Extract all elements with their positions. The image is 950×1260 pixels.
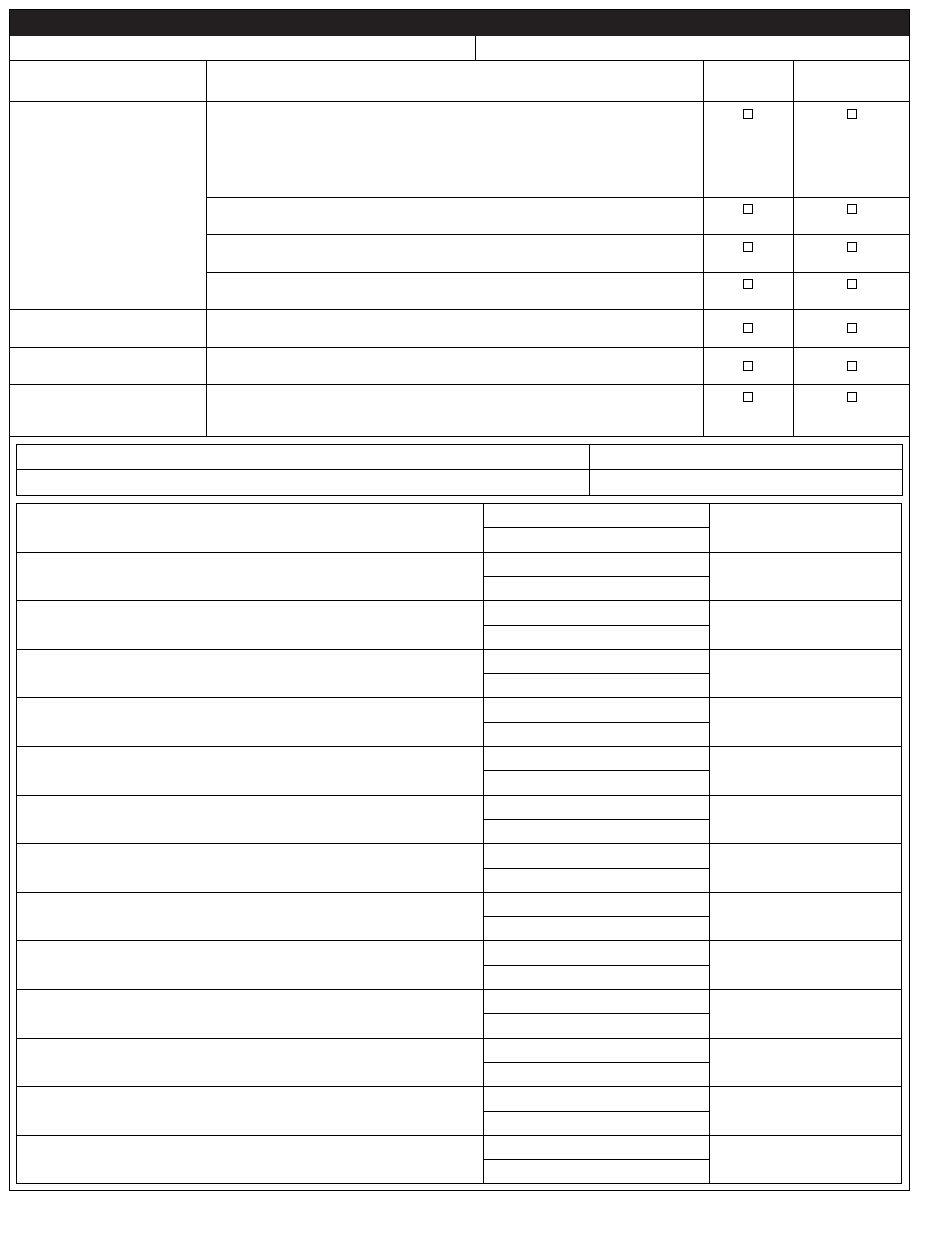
divider [793,60,794,436]
entry-value-field[interactable] [710,601,901,648]
checklist-row-description [207,310,703,347]
entry-name-field[interactable] [17,650,483,697]
entry-bottom-field[interactable] [484,528,709,550]
entry-bottom-field[interactable] [484,917,709,939]
entry-top-field[interactable] [484,796,709,818]
column-header [794,61,909,101]
entry-name-field[interactable] [17,1136,483,1183]
entry-bottom-field[interactable] [484,1063,709,1085]
entry-name-field[interactable] [17,1087,483,1134]
checklist-row-description [207,385,703,436]
entry-value-field[interactable] [710,893,901,940]
entry-bottom-field[interactable] [484,674,709,696]
checkbox[interactable] [847,361,857,371]
entry-top-field[interactable] [484,553,709,575]
entry-bottom-field[interactable] [484,626,709,648]
column-header [10,61,206,101]
entry-value-field[interactable] [710,844,901,891]
entry-value-field[interactable] [710,747,901,794]
checklist-row-label [10,385,206,436]
entry-top-field[interactable] [484,1087,709,1109]
checkbox[interactable] [743,392,753,402]
entry-value-field[interactable] [710,796,901,843]
entry-name-field[interactable] [17,844,483,891]
entry-value-field[interactable] [710,504,901,551]
checkbox[interactable] [847,242,857,252]
entry-bottom-field[interactable] [484,869,709,891]
entry-top-field[interactable] [484,698,709,720]
checklist-row-description [207,348,703,384]
divider [9,436,910,437]
entry-name-field[interactable] [17,698,483,745]
checkbox[interactable] [847,323,857,333]
entry-top-field[interactable] [484,504,709,526]
entry-name-field[interactable] [17,553,483,600]
entry-name-field[interactable] [17,504,483,551]
entry-value-field[interactable] [710,1136,901,1183]
column-header [704,61,793,101]
checklist-row-label [10,348,206,384]
entry-top-field[interactable] [484,893,709,915]
entry-bottom-field[interactable] [484,771,709,793]
entry-name-field[interactable] [17,1039,483,1086]
entry-name-field[interactable] [17,941,483,988]
subheader-field[interactable] [590,470,902,495]
checkbox[interactable] [847,392,857,402]
entry-name-field[interactable] [17,601,483,648]
entry-value-field[interactable] [710,990,901,1037]
entry-bottom-field[interactable] [484,1014,709,1036]
entry-value-field[interactable] [710,553,901,600]
entry-bottom-field[interactable] [484,820,709,842]
entry-bottom-field[interactable] [484,1160,709,1182]
checklist-row-description [207,102,703,197]
entry-bottom-field[interactable] [484,577,709,599]
entry-name-field[interactable] [17,893,483,940]
entry-bottom-field[interactable] [484,723,709,745]
checkbox[interactable] [743,204,753,214]
subheader-field[interactable] [590,445,902,469]
entry-value-field[interactable] [710,941,901,988]
checklist-row-label [10,102,206,309]
entry-top-field[interactable] [484,1039,709,1061]
checkbox[interactable] [743,109,753,119]
checkbox[interactable] [847,109,857,119]
entry-name-field[interactable] [17,796,483,843]
entry-top-field[interactable] [484,601,709,623]
entry-bottom-field[interactable] [484,1112,709,1134]
entry-value-field[interactable] [710,698,901,745]
entry-name-field[interactable] [17,747,483,794]
checkbox[interactable] [743,279,753,289]
entry-value-field[interactable] [710,650,901,697]
checklist-row-description [207,235,703,272]
checklist-row-description [207,273,703,309]
entry-value-field[interactable] [710,1087,901,1134]
subheader-field[interactable] [17,470,589,495]
checkbox[interactable] [743,323,753,333]
entry-top-field[interactable] [484,1136,709,1158]
entry-top-field[interactable] [484,844,709,866]
subheader-field[interactable] [17,445,589,469]
entry-top-field[interactable] [484,990,709,1012]
column-header [207,61,703,101]
entry-name-field[interactable] [17,990,483,1037]
checkbox[interactable] [743,361,753,371]
entry-top-field[interactable] [484,941,709,963]
checkbox[interactable] [847,279,857,289]
checkbox[interactable] [743,242,753,252]
entry-top-field[interactable] [484,650,709,672]
header-right-field[interactable] [476,37,909,60]
checklist-row-description [207,198,703,234]
entry-bottom-field[interactable] [484,966,709,988]
entry-top-field[interactable] [484,747,709,769]
checklist-row-label [10,310,206,347]
checkbox[interactable] [847,204,857,214]
divider [703,60,704,436]
entry-value-field[interactable] [710,1039,901,1086]
header-left-field[interactable] [10,37,475,60]
